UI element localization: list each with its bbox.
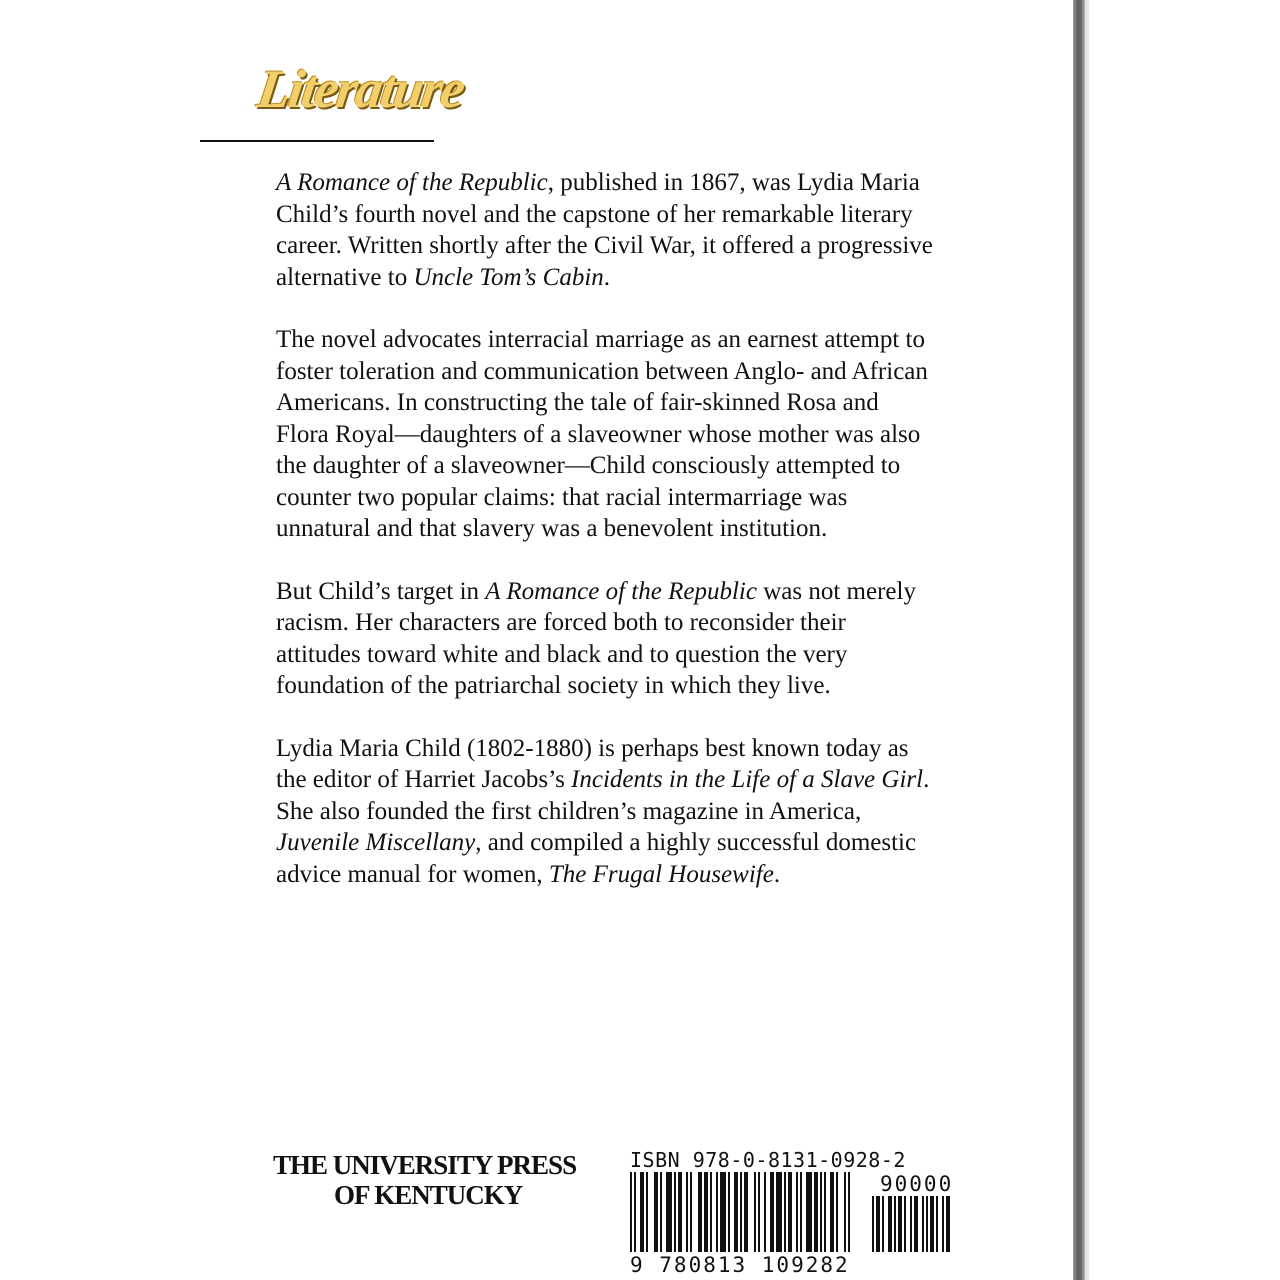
- isbn-label: ISBN 978-0-8131-0928-2: [630, 1148, 906, 1172]
- barcode-bar: [848, 1172, 850, 1252]
- barcode-bar: [946, 1196, 950, 1252]
- barcode-bar: [764, 1172, 766, 1252]
- barcode-bar: [910, 1196, 912, 1252]
- barcode-bar: [674, 1172, 676, 1252]
- barcode-bar: [936, 1196, 938, 1252]
- barcode-bar: [744, 1172, 748, 1252]
- isbn-barcode: [630, 1172, 850, 1252]
- barcode-bar: [640, 1172, 644, 1252]
- price-code: 90000: [880, 1172, 954, 1196]
- barcode-bar: [784, 1172, 786, 1252]
- barcode-bar: [716, 1172, 718, 1252]
- barcode-bar: [796, 1172, 798, 1252]
- blurb-paragraph: A Romance of the Republic, published in 1867, was Lydia Maria Child’s fourth novel and the capstone of her remarkable literary career. Written shortly after the Civil War, it offered a progressive alternative to Uncle Tom’s Cabin.: [276, 169, 933, 291]
- spine-edge-highlight: [1085, 0, 1089, 1280]
- barcode-bar: [894, 1196, 896, 1252]
- barcode-bar: [686, 1172, 688, 1252]
- barcode-bar: [836, 1172, 838, 1252]
- barcode-bar: [814, 1172, 818, 1252]
- barcode-bar: [678, 1172, 682, 1252]
- barcode-bar: [666, 1172, 672, 1252]
- barcode-bar: [770, 1172, 774, 1252]
- publisher-imprint: [273, 1150, 576, 1210]
- barcode-bar: [734, 1172, 738, 1252]
- barcode-bar: [820, 1172, 822, 1252]
- barcode-bar: [904, 1196, 906, 1252]
- barcode-bar: [898, 1196, 902, 1252]
- barcode-bar: [690, 1172, 692, 1252]
- barcode-digits: 9 780813 109282: [630, 1253, 850, 1277]
- barcode-bar: [704, 1172, 708, 1252]
- barcode-bar: [758, 1172, 760, 1252]
- barcode-bar: [806, 1172, 812, 1252]
- barcode-bar: [922, 1196, 924, 1252]
- barcode-bar: [926, 1196, 928, 1252]
- barcode-bar: [660, 1172, 662, 1252]
- barcode-bar: [754, 1172, 756, 1252]
- spine-edge: [1073, 0, 1085, 1280]
- series-divider: [200, 140, 434, 142]
- blurb-paragraph: Lydia Maria Child (1802-1880) is perhaps best known today as the editor of Harriet Jacobs’s Incidents in the Life of a Slave Girl. She also founded the first children’s magazine in America, Juvenile Miscellany, and compiled a highly successful domestic advice manual for women, The Frugal Housewife.: [276, 734, 930, 888]
- barcode-bar: [914, 1196, 918, 1252]
- publisher-name-line1: THE UNIVERSITY PRESS: [273, 1150, 577, 1180]
- barcode-bar: [630, 1172, 632, 1252]
- blurb-paragraph: But Child’s target in A Romance of the Republic was not merely racism. Her characters are forced both to reconsider their attitudes toward white and black and to question the very foundation of the patriarchal society in which they live.: [276, 577, 916, 699]
- barcode-bar: [872, 1196, 874, 1252]
- blurb-paragraph: The novel advocates interracial marriage as an earnest attempt to foster toleration and communication between Anglo- and African Americans. In constructing the tale of fair-skinned Rosa and Flora Royal—daughters of a slaveowner whose mother was also the daughter of a slaveowner—Child consciously attempted to counter two popular claims: that racial intermarriage was unnatural and that slavery was a benevolent institution.: [276, 326, 928, 542]
- back-cover-blurb: [276, 167, 936, 921]
- barcode-bar: [728, 1172, 730, 1252]
- barcode-bar: [698, 1172, 702, 1252]
- series-logo: Literature: [253, 59, 468, 119]
- barcode-bar: [646, 1172, 648, 1252]
- publisher-name-line2: OF KENTUCKY: [334, 1180, 523, 1210]
- barcode-bar: [720, 1172, 726, 1252]
- barcode-bar: [876, 1196, 880, 1252]
- barcode-bar: [634, 1172, 636, 1252]
- barcode-bar: [800, 1172, 802, 1252]
- barcode-bar: [776, 1172, 782, 1252]
- barcode-bar: [888, 1196, 892, 1252]
- barcode-bar: [788, 1172, 792, 1252]
- price-addon-barcode: [872, 1196, 968, 1252]
- barcode-bar: [740, 1172, 742, 1252]
- barcode-bar: [654, 1172, 658, 1252]
- barcode-bar: [710, 1172, 712, 1252]
- barcode-bar: [844, 1172, 846, 1252]
- barcode-bar: [824, 1172, 826, 1252]
- barcode-bar: [830, 1172, 834, 1252]
- barcode-bar: [882, 1196, 884, 1252]
- barcode-bar: [930, 1196, 934, 1252]
- barcode-bar: [942, 1196, 944, 1252]
